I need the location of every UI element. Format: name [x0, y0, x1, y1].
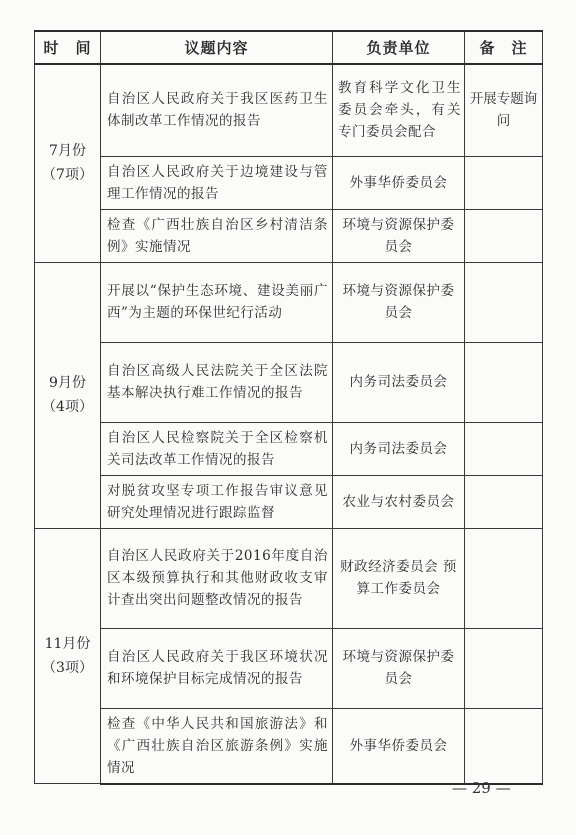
topic-cell: 自治区人民政府关于边境建设与管理工作情况的报告: [101, 156, 333, 209]
topic-cell: 自治区人民检察院关于全区检察机关司法改革工作情况的报告: [101, 422, 333, 475]
table-row: [35, 262, 543, 342]
work-schedule-table: [34, 30, 543, 785]
table-row: [35, 156, 543, 209]
remarks-cell: [465, 628, 543, 708]
topic-cell: 开展以“保护生态环境、建设美丽广西”为主题的环保世纪行活动: [101, 262, 333, 342]
responsible-unit-cell: 内务司法委员会: [333, 422, 465, 475]
table-row: [35, 422, 543, 475]
table-row: [35, 475, 543, 528]
topic-cell: 检查《广西壮族自治区乡村清洁条例》实施情况: [101, 209, 333, 262]
topic-cell: 自治区高级人民法院关于全区法院基本解决执行难工作情况的报告: [101, 342, 333, 422]
table-row: [35, 708, 543, 784]
remarks-cell: [465, 422, 543, 475]
table-header-row: [35, 31, 543, 64]
month-label: 7月份: [49, 143, 86, 160]
remarks-cell: [465, 342, 543, 422]
topic-cell: 自治区人民政府关于2016年度自治区本级预算执行和其他财政收支审计查出突出问题整改情况的报告: [101, 528, 333, 628]
responsible-unit-cell: 环境与资源保护委员会: [333, 262, 465, 342]
page-number: — 29 —: [452, 779, 511, 797]
table-row: [35, 628, 543, 708]
header-remarks: 备 注: [465, 31, 543, 64]
topic-cell: 自治区人民政府关于我区环境状况和环境保护目标完成情况的报告: [101, 628, 333, 708]
topic-cell: 自治区人民政府关于我区医药卫生体制改革工作情况的报告: [101, 64, 333, 156]
item-count: （7项）: [42, 167, 93, 184]
month-label: 9月份: [49, 375, 86, 391]
table-row: [35, 209, 543, 262]
month-cell: [35, 64, 101, 262]
remarks-cell: [465, 156, 543, 209]
responsible-unit-cell: 农业与农村委员会: [333, 475, 465, 528]
item-count: （4项）: [42, 399, 93, 415]
month-label: 11月份: [44, 635, 91, 652]
item-count: （3项）: [42, 659, 93, 676]
table-row: [35, 64, 543, 156]
responsible-unit-cell: 外事华侨委员会: [333, 156, 465, 209]
responsible-unit-cell: 环境与资源保护委员会: [333, 209, 465, 262]
month-cell: [35, 262, 101, 528]
header-topic: 议题内容: [101, 31, 333, 64]
remarks-cell: [465, 528, 543, 628]
header-responsible-unit: 负责单位: [333, 31, 465, 64]
responsible-unit-cell: 教育科学文化卫生委员会牵头，有关专门委员会配合: [333, 64, 465, 156]
responsible-unit-cell: 财政经济委员会 预算工作委员会: [333, 528, 465, 628]
table-row: [35, 528, 543, 628]
remarks-cell: [465, 475, 543, 528]
month-cell: [35, 528, 101, 784]
remarks-cell: [465, 708, 543, 784]
table-row: [35, 342, 543, 422]
remarks-cell: [465, 209, 543, 262]
topic-cell: 对脱贫攻坚专项工作报告审议意见研究处理情况进行跟踪监督: [101, 475, 333, 528]
responsible-unit-cell: 外事华侨委员会: [333, 708, 465, 784]
topic-cell: 检查《中华人民共和国旅游法》和《广西壮族自治区旅游条例》实施情况: [101, 708, 333, 784]
remarks-cell: 开展专题询问: [465, 64, 543, 156]
header-time: 时 间: [35, 31, 101, 64]
remarks-cell: [465, 262, 543, 342]
responsible-unit-cell: 内务司法委员会: [333, 342, 465, 422]
responsible-unit-cell: 环境与资源保护委员会: [333, 628, 465, 708]
